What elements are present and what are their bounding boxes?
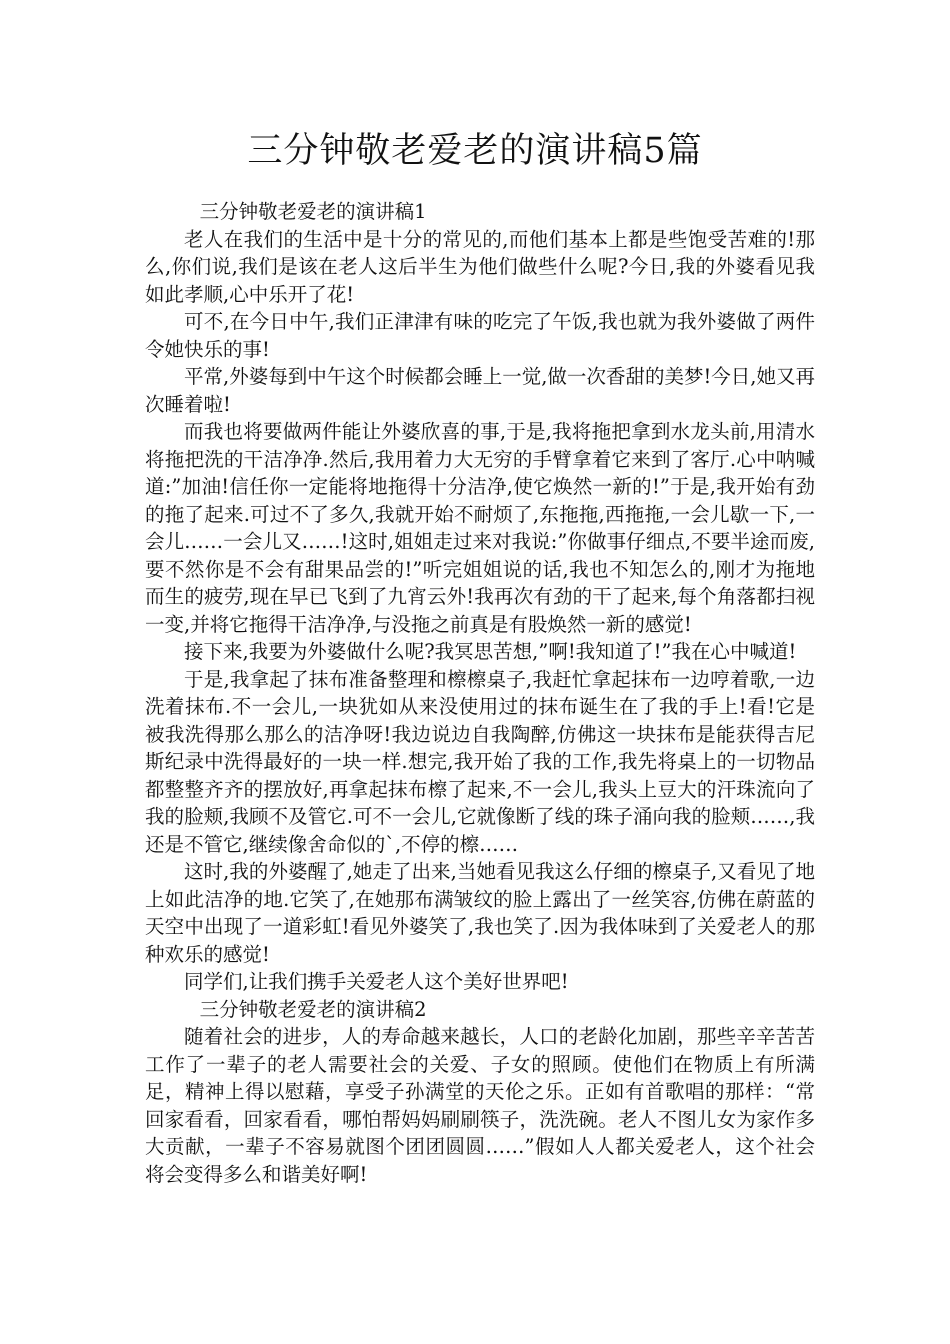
section-heading-2: 三分钟敬老爱老的演讲稿2 (199, 997, 427, 1021)
paragraph: 随着社会的进步，人的寿命越来越长，人口的老龄化加剧，那些辛辛苦苦工作了一辈子的老人需要社会的关爱、子女的照顾。使他们在物质上有所满足，精神上得以慰藉，享受子孙满堂的天伦之乐。正如有首歌唱的那样：“常回家看看，回家看看，哪怕帮妈妈刷刷筷子，洗洗碗。老人不图儿女为家作多大贡献，一辈子不容易就图个团团圆圆……”假如人人都关爱老人，这个社会将会变得多么和谐美好啊! (145, 1025, 815, 1186)
paragraph: 而我也将要做两件能让外婆欣喜的事,于是,我将拖把拿到水龙头前,用清水将拖把洗的干洁净净.然后,我用着力大无穷的手臂拿着它来到了客厅.心中呐喊道:”加油!信任你一定能将地拖得十分洁净,使它焕然一新的!”于是,我开始有劲的拖了起来.可过不了多久,我就开始不耐烦了,东拖拖,西拖拖,一会儿歇一下,一会儿……一会儿又……!这时,姐姐走过来对我说:”你做事仔细点,不要半途而废,要不然你是不会有甜果品尝的!”听完姐姐说的话,我也不知怎么的,刚才为拖地而生的疲劳,现在早已飞到了九宵云外!我再次有劲的干了起来,每个角落都扫视一变,并将它拖得干洁净净,与没拖之前真是有股焕然一新的感觉! (145, 420, 815, 636)
paragraph: 接下来,我要为外婆做什么呢?我冥思苦想,”啊!我知道了!”我在心中喊道! (184, 640, 797, 663)
paragraph: 同学们,让我们携手关爱老人这个美好世界吧! (184, 970, 569, 993)
document-title: 三分钟敬老爱老的演讲稿5篇 (247, 131, 703, 171)
document-body (145, 198, 815, 1188)
paragraph: 平常,外婆每到中午这个时候都会睡上一觉,做一次香甜的美梦!今日,她又再次睡着啦! (145, 365, 815, 416)
paragraph: 可不,在今日中午,我们正津津有味的吃完了午饭,我也就为我外婆做了两件令她快乐的事! (145, 310, 815, 361)
paragraph: 这时,我的外婆醒了,她走了出来,当她看见我这么仔细的檫桌子,又看见了地上如此洁净的地.它笑了,在她那布满皱纹的脸上露出了一丝笑容,仿佛在蔚蓝的天空中出现了一道彩虹!看见外婆笑了,我也笑了.因为我体味到了关爱老人的那种欢乐的感觉! (145, 860, 815, 966)
paragraph: 于是,我拿起了抹布准备整理和檫檫桌子,我赶忙拿起抹布一边哼着歌,一边洗着抹布.不一会儿,一块犹如从来没使用过的抹布诞生在了我的手上!看!它是被我洗得那么那么的洁净呀!我边说边自我陶醉,仿佛这一块抹布是能获得吉尼斯纪录中洗得最好的一块一样.想完,我开始了我的工作,我先将桌上的一切物品都整整齐齐的摆放好,再拿起抹布檫了起来,不一会儿,我头上豆大的汗珠流向了我的脸颊,我顾不及管它.可不一会儿,它就像断了线的珠子涌向我的脸颊……,我还是不管它,继续像舍命似的`,不停的檫…… (145, 667, 815, 856)
paragraph: 老人在我们的生活中是十分的常见的,而他们基本上都是些饱受苦难的!那么,你们说,我们是该在老人这后半生为他们做些什么呢?今日,我的外婆看见我如此孝顺,心中乐开了花! (145, 227, 815, 306)
section-heading-1: 三分钟敬老爱老的演讲稿1 (199, 200, 427, 223)
